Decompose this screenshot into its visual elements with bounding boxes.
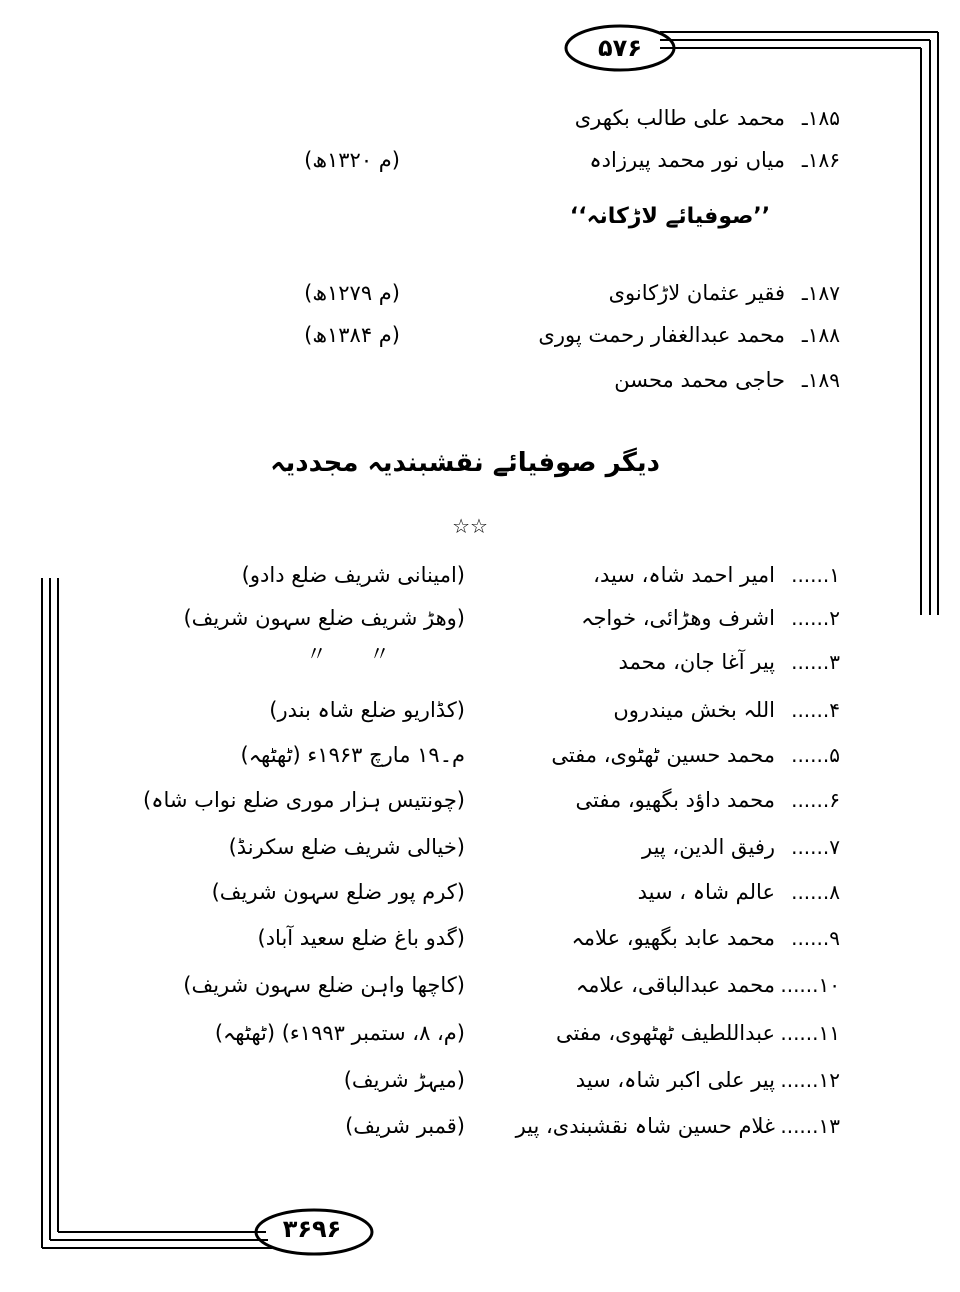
entry-name: عالم شاہ ، سید	[637, 880, 775, 904]
entry-note: (خیالی شریف ضلع سکرنڈ)	[228, 835, 465, 859]
entry-number: ۹......	[791, 926, 840, 950]
entry-number: ۱۳......	[780, 1114, 840, 1138]
star-ornament: ☆☆	[452, 514, 488, 538]
entry-number: ۱۲......	[780, 1068, 840, 1092]
entry-name: محمد عبدالباقی، علامہ	[575, 973, 775, 997]
ditto-marks: 〃 〃	[306, 642, 390, 666]
entry-name: محمد داؤد بگھیو، مفتی	[575, 788, 775, 812]
entry-number: ۱۸۵ـ	[801, 106, 840, 130]
entry-number: ۱۸۷ـ	[801, 281, 840, 305]
section-heading-larkana: ’’صوفیائے لاڑکانہ‘‘	[569, 204, 771, 229]
entry-number: ۲......	[791, 606, 840, 630]
entry-note: (م ۱۳۲۰ھ)	[304, 148, 400, 172]
section-heading-naqshbandi: دیگر صوفیائے نقشبندیہ مجددیہ	[270, 448, 660, 478]
page-number-bottom: ۳۶۹۶	[282, 1215, 342, 1243]
entry-note: (کرم پور ضلع سہون شریف)	[211, 880, 465, 904]
entry-name: محمد عبدالغفار رحمت پوری	[538, 323, 785, 347]
entry-note: (م، ۸، ستمبر ۱۹۹۳ء) (ٹھٹھہ)	[214, 1021, 465, 1045]
entry-name: اللہ بخش میندروں	[613, 698, 775, 722]
entry-name: غلام حسین شاہ نقشبندی، پیر	[515, 1114, 775, 1138]
entry-note: (چونتیس ہزار موری ضلع نواب شاہ)	[143, 788, 465, 812]
entry-note: (قمبر شریف)	[345, 1114, 465, 1138]
entry-name: امیر احمد شاہ، سید،	[593, 563, 775, 587]
entry-name: عبداللطیف ٹھٹھوی، مفتی	[555, 1021, 775, 1045]
entry-name: پیر آغا جان، محمد	[618, 650, 775, 674]
entry-note: (م ۱۲۷۹ھ)	[304, 281, 400, 305]
entry-number: ۱۰......	[780, 973, 840, 997]
page-number-top: ۵۷۶	[598, 34, 642, 62]
entry-name: میاں نور محمد پیرزادہ	[589, 148, 785, 172]
entry-note: (وھڑ شریف ضلع سہون شریف)	[183, 606, 465, 630]
entry-note: (م ۱۳۸۴ھ)	[304, 323, 400, 347]
entry-number: ۱۸۸ـ	[801, 323, 840, 347]
entry-number: ۱۸۹ـ	[801, 368, 840, 392]
entry-note: (میہڑ شریف)	[343, 1068, 465, 1092]
entry-name: پیر علی اکبر شاہ، سید	[575, 1068, 775, 1092]
entry-name: اشرف وھڑائی، خواجہ	[581, 606, 775, 630]
entry-number: ۵......	[791, 743, 840, 767]
entry-note: (کاچھا واہن ضلع سہون شریف)	[183, 973, 465, 997]
entry-note: (کڈاریو ضلع شاہ بندر)	[269, 698, 465, 722]
entry-note: (گدو باغ ضلع سعید آباد)	[257, 926, 465, 950]
entry-name: رفیق الدین، پیر	[641, 835, 775, 859]
entry-number: ۴......	[791, 698, 840, 722]
entry-note: (امینانی شریف ضلع دادو)	[241, 563, 465, 587]
entry-note: م۔۱۹ مارچ ۱۹۶۳ء (ٹھٹھہ)	[240, 743, 465, 767]
entry-number: ۱۸۶ـ	[801, 148, 840, 172]
entry-name: فقیر عثمان لاڑکانوی	[608, 281, 785, 305]
entry-number: ۱۱......	[780, 1021, 840, 1045]
entry-number: ۱......	[791, 563, 840, 587]
entry-name: حاجی محمد محسن	[614, 368, 785, 392]
entry-name: محمد عابد بگھیو، علامہ	[571, 926, 775, 950]
entry-number: ۳......	[791, 650, 840, 674]
entry-name: محمد علی طالب بکھری	[574, 106, 785, 130]
entry-number: ۸......	[791, 880, 840, 904]
entry-number: ۶......	[791, 788, 840, 812]
entry-name: محمد حسین ٹھٹوی، مفتی	[551, 743, 775, 767]
entry-number: ۷......	[791, 835, 840, 859]
